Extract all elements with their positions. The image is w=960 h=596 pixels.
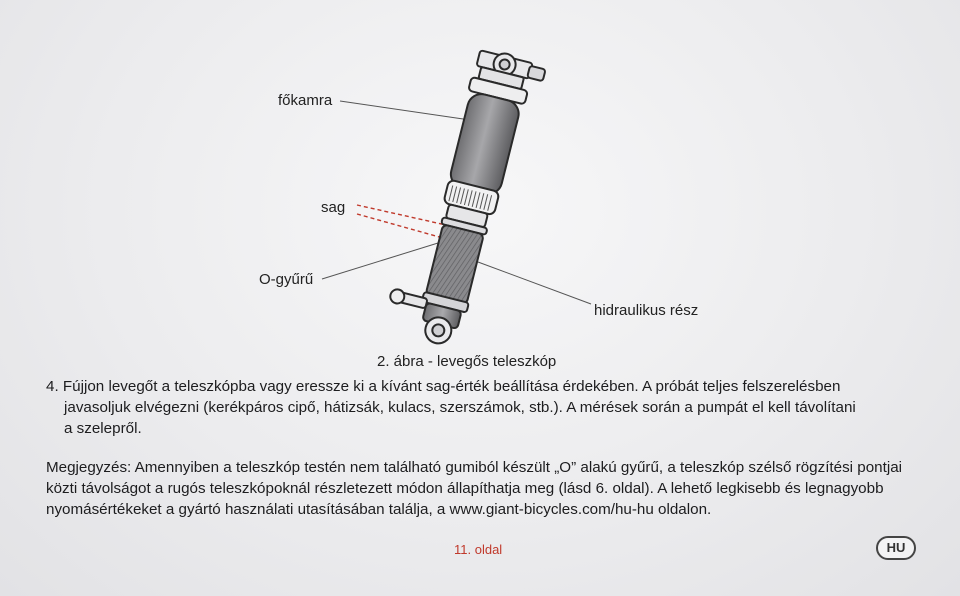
- leader-hydraulic: [478, 262, 591, 304]
- label-fokamra: főkamra: [278, 92, 333, 109]
- leader-sag-1: [357, 205, 446, 225]
- hydraulic-body: [422, 224, 486, 313]
- label-sag: sag: [321, 199, 346, 216]
- page-number: 11. oldal: [454, 542, 503, 557]
- label-o-ring: O-gyűrű: [259, 271, 314, 288]
- step-4-line-1: 4. Fújjon levegőt a teleszkópba vagy eressze ki a kívánt sag-érték beállítása érdekében. A próbát teljes felszerelésben: [46, 378, 841, 395]
- step-4-line-3: a szelepről.: [64, 420, 142, 437]
- leader-fokamra: [340, 101, 470, 120]
- leader-sag-2: [357, 214, 443, 238]
- figure-caption: 2. ábra - levegős teleszkóp: [377, 353, 557, 370]
- note-paragraph: Megjegyzés: Amennyiben a teleszkóp testén nem található gumiból készült „O” alakú gyűrű, a teleszkóp szélső rögzítési pontjai közti távolságot a rugós teleszkópoknál részletezett módon állapíthatja meg (lásd 6. oldal). A lehető legkisebb és legnagyobb nyomásértékeket a gyártó használati utasításában találja, a www.giant-bicycles.com/hu-hu oldalon.: [46, 459, 903, 518]
- label-hydraulic: hidraulikus rész: [594, 302, 699, 319]
- leader-o-ring: [322, 243, 438, 279]
- language-badge: HU: [876, 536, 916, 560]
- step-4: [46, 376, 906, 439]
- air-can: [440, 77, 527, 216]
- step-4-line-2: javasoljuk elvégezni (kerékpáros cipő, hátizsák, kulacs, szerszámok, stb.). A mérések során a pumpát el kell távolítani: [64, 399, 856, 416]
